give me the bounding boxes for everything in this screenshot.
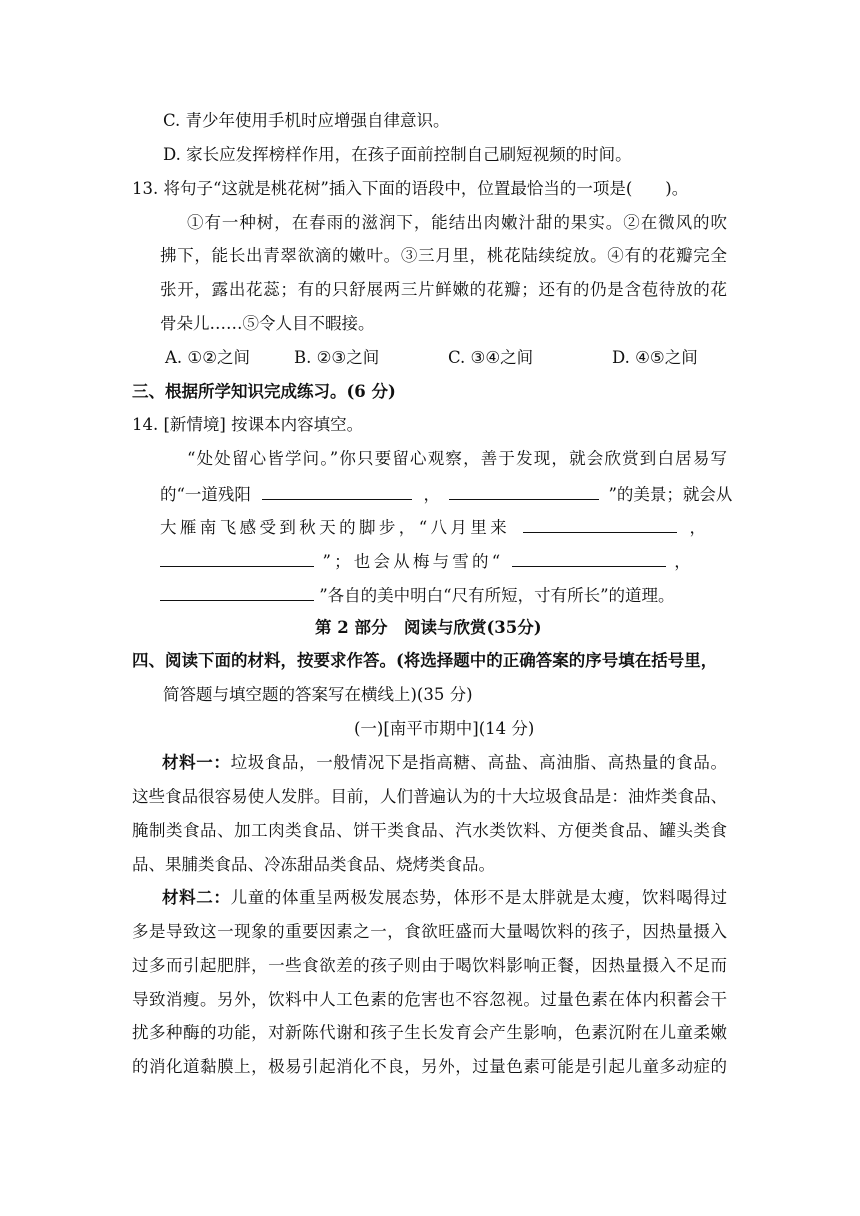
q14-text: 的“一道残阳 xyxy=(160,485,251,504)
subsection-title: (一)[南平市期中](14 分) xyxy=(354,719,535,738)
material-1-line: 品、果脯类食品、冷冻甜品类食品、烧烤类食品。 xyxy=(132,855,495,874)
q13-passage-line: 拂下，能长出青翠欲滴的嫩叶。③三月里，桃花陆续绽放。④有的花瓣完全 xyxy=(160,246,727,265)
section-3-heading: 三、根据所学知识完成练习。(6 分) xyxy=(132,382,396,401)
material-2-line xyxy=(162,888,727,908)
material-2-label: 材料二： xyxy=(162,888,231,907)
q13-stem: 13. 将句子“这就是桃花树”插入下面的语段中，位置最恰当的一项是( )。 xyxy=(132,179,689,198)
q14-text: ”各自的美中明白“尺有所短，寸有所长”的道理。 xyxy=(319,586,675,605)
fill-blank[interactable] xyxy=(523,516,677,533)
fill-blank[interactable] xyxy=(449,483,599,500)
q13-passage-line: 张开，露出花蕊；有的只舒展两三片鲜嫩的花瓣；还有的仍是含苞待放的花 xyxy=(160,280,727,299)
material-2-line: 导致消瘦。另外，饮料中人工色素的危害也不容忽视。过量色素在体内积蓄会干 xyxy=(132,990,727,1009)
q14-text: ， xyxy=(423,485,440,504)
q14-text-line: “处处留心皆学问。”你只要留心观察，善于发现，就会欣赏到白居易写 xyxy=(187,449,727,468)
fill-blank[interactable] xyxy=(160,550,314,567)
fill-blank[interactable] xyxy=(262,483,412,500)
q14-text: ， xyxy=(689,518,710,537)
q14-text: ， xyxy=(674,552,694,571)
material-2-line: 扰多种酶的功能，对新陈代谢和孩子生长发育会产生影响，色素沉附在儿童柔嫩 xyxy=(132,1023,727,1042)
material-2-line: 多是导致这一现象的重要因素之一，食欲旺盛而大量喝饮料的孩子，因热量摄入 xyxy=(132,922,727,941)
q14-text: 大雁南飞感受到秋天的脚步，“八月里来 xyxy=(160,518,511,537)
fill-blank[interactable] xyxy=(160,584,314,601)
q12-option-d: D. 家长应发挥榜样作用，在孩子面前控制自己刷短视频的时间。 xyxy=(163,145,632,164)
q13-option-a: A. ①②之间 xyxy=(165,348,250,367)
q14-text-line xyxy=(160,584,675,606)
q13-option-c: C. ③④之间 xyxy=(448,348,534,367)
q13-option-d: D. ④⑤之间 xyxy=(612,348,698,367)
q14-text-line xyxy=(160,550,727,572)
fill-blank[interactable] xyxy=(512,550,666,567)
q14-text: ”的美景；就会从 xyxy=(608,485,733,504)
q13-passage-line: ①有一种树，在春雨的滋润下，能结出肉嫩汁甜的果实。②在微风的吹 xyxy=(187,213,727,232)
q13-passage-line: 骨朵儿……⑤令人目不暇接。 xyxy=(160,314,375,333)
q14-stem: 14. [新情境] 按课本内容填空。 xyxy=(132,415,364,434)
section-4-heading: 四、阅读下面的材料，按要求作答。(将选择题中的正确答案的序号填在括号里， xyxy=(132,651,718,670)
material-1-label: 材料一： xyxy=(162,753,231,772)
q12-option-c: C. 青少年使用手机时应增强自律意识。 xyxy=(163,111,450,130)
material-1-line: 腌制类食品、加工肉类食品、饼干类食品、汽水类饮料、方便类食品、罐头类食 xyxy=(132,821,727,840)
material-1-line: 这些食品很容易使人发胖。目前，人们普遍认为的十大垃圾食品是：油炸类食品、 xyxy=(132,787,727,806)
material-1-line xyxy=(162,753,727,773)
q13-option-b: B. ②③之间 xyxy=(294,348,380,367)
q14-text: ”；也会从梅与雪的“ xyxy=(322,552,504,571)
q14-text-line xyxy=(160,516,727,538)
material-2-line: 过多而引起肥胖，一些食欲差的孩子则由于喝饮料影响正餐，因热量摄入不足而 xyxy=(132,956,727,975)
q14-text-line xyxy=(160,483,732,505)
section-4-heading-cont: 简答题与填空题的答案写在横线上)(35 分) xyxy=(163,685,473,704)
part-2-title: 第 2 部分 阅读与欣赏(35分) xyxy=(315,618,542,637)
material-2-line: 的消化道黏膜上，极易引起消化不良，另外，过量色素可能是引起儿童多动症的 xyxy=(132,1057,727,1076)
material-2-text: 儿童的体重呈两极发展态势，体形不是太胖就是太瘦，饮料喝得过 xyxy=(230,888,727,907)
material-1-text: 垃圾食品，一般情况下是指高糖、高盐、高油脂、高热量的食品。 xyxy=(230,753,727,772)
